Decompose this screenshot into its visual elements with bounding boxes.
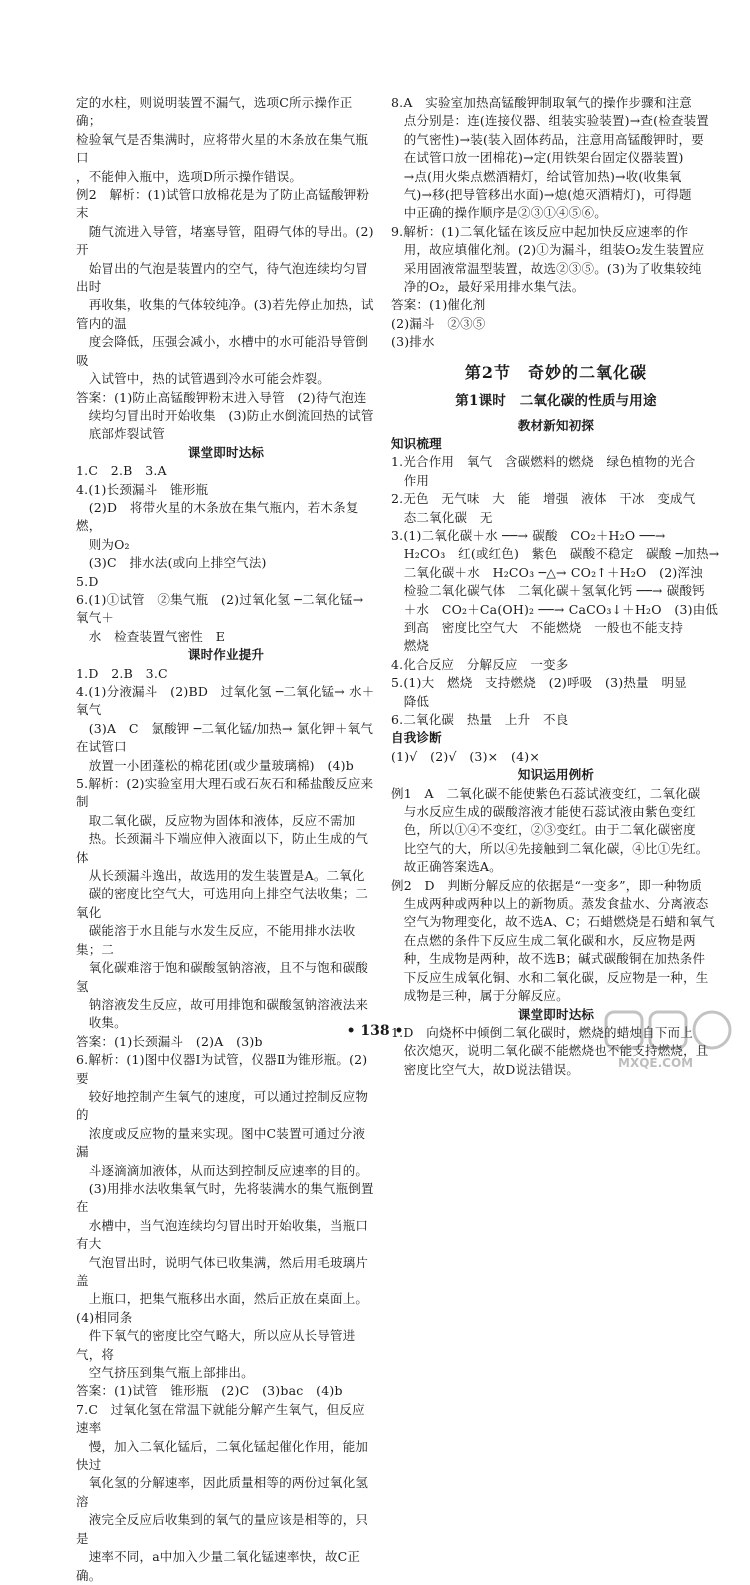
right-line: (1)√ (2)√ (3)× (4)× (391, 748, 541, 764)
right-line: 3.(1)二氧化碳＋水 ──→ 碳酸 CO₂＋H₂O ──→ (391, 527, 666, 543)
right-line: 依次熄灭，说明二氧化碳不能燃烧也不能支持燃烧，且 (391, 1043, 709, 1059)
right-line: 9.解析：(1)二氧化锰在该反应中起加快反应速率的作 (391, 223, 689, 239)
right-line: 例2 D 判断分解反应的依据是“一变多”，即一种物质 (391, 877, 702, 893)
left-line: (2)D 将带火星的木条放在集气瓶内，若木条复燃， (76, 499, 359, 534)
left-line: 从长颈漏斗逸出，故选用的发生装置是A。二氧化 (76, 868, 365, 884)
right-line: (3)排水 (391, 334, 435, 350)
right-line: 二氧化碳＋水 H₂CO₃ ─△→ CO₂↑＋H₂O (2)浑浊 (391, 564, 703, 580)
right-line: 态二氧化碳 无 (391, 509, 493, 525)
left-line: 4.(1)长颈漏斗 锥形瓶 (76, 481, 209, 497)
left-line: 1.D 2.B 3.C (76, 665, 168, 681)
left-line: 较好地控制产生氧气的速度，可以通过控制反应物的 (76, 1088, 369, 1123)
right-line: 知识运用例析 (517, 767, 595, 783)
left-line: 取二氧化碳，反应物为固体和液体，反应不需加 (76, 812, 356, 828)
right-line: 第1课时 二氧化碳的性质与用途 (455, 393, 657, 410)
left-line: 入试管中，热的试管遇到冷水可能会炸裂。 (76, 371, 331, 387)
right-line: 与水反应生成的碳酸溶液才能使石蕊试液由紫色变红 (391, 804, 696, 820)
left-line: 答案：(1)长颈漏斗 (2)A (3)b (76, 1033, 263, 1049)
left-line: 浓度或反应物的量来实现。图中C装置可通过分液漏 (76, 1125, 366, 1160)
right-line: 答案：(1)催化剂 (391, 297, 486, 313)
left-line: 例2 解析：(1)试管口放棉花是为了防止高锰酸钾粉末 (76, 187, 370, 221)
right-line: 2.无色 无气味 大 能 增强 液体 干冰 变成气 (391, 491, 696, 507)
left-line: 答案：(1)试管 锥形瓶 (2)C (3)bac (4)b (76, 1383, 343, 1399)
left-line: 水槽中，当气泡连续均匀冒出时开始收集，当瓶口有大 (76, 1217, 369, 1252)
right-line: (2)漏斗 ②③⑤ (391, 315, 486, 331)
right-line: 故正确答案选A。 (391, 859, 502, 875)
right-line: 中正确的操作顺序是②③①④⑤⑥。 (391, 205, 607, 221)
left-line: 则为O₂ (76, 536, 130, 552)
left-line: (3)C 排水法(或向上排空气法) (76, 555, 267, 571)
left-line: 斗逐滴滴加液体，从而达到控制反应速率的目的。 (76, 1162, 369, 1178)
left-line: 水 检查装置气密性 E (76, 628, 226, 644)
left-line: 钠溶液发生反应，故可用排饱和碳酸氢钠溶液法来 (76, 996, 369, 1012)
right-line: 例1 A 二氧化碳不能使紫色石蕊试液变红，二氧化碳 (391, 785, 701, 801)
right-line: 降低 (391, 693, 430, 709)
left-line: 度会降低，压强会减小，水槽中的水可能沿导管倒吸 (76, 334, 369, 368)
right-line: 在试管口放一团棉花)→定(用铁架台固定仪器装置) (391, 150, 684, 166)
left-line: 5.解析：(2)实验室用大理石或石灰石和稀盐酸反应来制 (76, 776, 374, 810)
watermark-text: MXQE.COM (618, 1056, 694, 1070)
right-line: 到高 密度比空气大 不能燃烧 一般也不能支持 (391, 619, 684, 635)
left-line: 随气流进入导管，堵塞导管，阻碍气体的导出。(2)开 (76, 223, 374, 258)
page-number: • 138 • (346, 1023, 404, 1039)
right-line: 8.A 实验室加热高锰酸钾制取氧气的操作步骤和注意 (391, 95, 692, 110)
left-line: 氧化氢的分解速率，因此质量相等的两份过氧化氢溶 (76, 1475, 369, 1509)
left-line: 空气挤压到集气瓶上部排出。 (76, 1365, 254, 1381)
right-line: 自我诊断 (391, 730, 442, 746)
left-line: 慢，加入二氧化锰后，二氧化锰起催化作用，能加快过 (76, 1438, 369, 1473)
right-line: 检验二氧化碳气体 二氧化碳＋氢氧化钙 ──→ 碳酸钙 (391, 583, 705, 599)
left-line: 续均匀冒出时开始收集 (3)防止水倒流回热的试管 (76, 407, 374, 423)
right-line: 5.(1)大 燃烧 支持燃烧 (2)呼吸 (3)热量 明显 (391, 675, 687, 691)
left-line: 课堂即时达标 (187, 444, 265, 460)
left-line: 4.(1)分液漏斗 (2)BD 过氧化氢 ─二氧化锰→ 水＋氧气 (76, 684, 375, 718)
left-line: 6.解析：(1)图中仪器Ⅰ为试管，仪器Ⅱ为锥形瓶。(2)要 (76, 1052, 368, 1086)
left-line: 1.C 2.B 3.A (76, 463, 167, 479)
right-line: 种，生成物是两种，故不选B；碱式碳酸铜在加热条件 (391, 951, 706, 967)
right-line: H₂CO₃ 红(或红色) 紫色 碳酸不稳定 碳酸 ─加热→ (391, 546, 720, 562)
left-line: 件下氧气的密度比空气略大，所以应从长导管进气，将 (76, 1328, 356, 1362)
right-line: 燃烧 (391, 638, 430, 654)
left-line: 底部炸裂试管 (76, 426, 165, 442)
right-line: 色，所以①④不变红，②③变红。由于二氧化碳密度 (391, 822, 696, 838)
right-line: 6.二氧化碳 热量 上升 不良 (391, 712, 569, 727)
left-line: 始冒出的气泡是装置内的空气，待气泡连续均匀冒出时 (76, 260, 369, 295)
left-line: 上瓶口，把集气瓶移出水面，然后正放在桌面上。(4)相同条 (76, 1291, 369, 1325)
right-line: 空气为物理变化，故不选A、C；石蜡燃烧是石蜡和氧气 (391, 914, 715, 930)
right-line: 采用固液常温型装置，故选②③⑤。(3)为了收集较纯 (391, 260, 702, 276)
right-line: 用，故应填催化剂。(2)①为漏斗，组装O₂发生装置应 (391, 242, 705, 258)
left-line: 收集。 (76, 1015, 127, 1031)
right-line: →点(用火柴点燃酒精灯，给试管加热)→收(收集氧 (391, 168, 682, 184)
left-line: 热。长颈漏斗下端应伸入液面以下，防止生成的气体 (76, 831, 369, 865)
right-line: 气)→移(把导管移出水面)→熄(熄灭酒精灯)，可得题 (391, 187, 692, 203)
left-column (76, 94, 386, 1585)
left-line: 碳能溶于水且能与水发生反应，不能用排水法收集；二 (76, 923, 356, 957)
left-line: 再收集，收集的气体较纯净。(3)若先停止加热，试管内的温 (76, 297, 374, 331)
left-line: 6.(1)①试管 ②集气瓶 (2)过氧化氢 ─二氧化锰→ 氧气＋ (76, 591, 368, 626)
left-line: 答案：(1)防止高锰酸钾粉末进入导管 (2)待气泡连 (76, 389, 367, 405)
left-line: 速率不同，a中加入少量二氧化锰速率快，故C正确。 (76, 1549, 361, 1583)
right-line: 作用 (391, 472, 430, 488)
right-line: 密度比空气大，故D说法错误。 (391, 1061, 580, 1077)
left-line: 5.D (76, 573, 99, 589)
right-line: 比空气的大，所以④先接触到二氧化碳，④比①先红。 (391, 840, 709, 856)
right-line: 教材新知初探 (517, 417, 595, 433)
right-line: 点分别是：连(连接仪器、组装实验装置)→查(检查装置 (391, 113, 710, 129)
right-line: 的气密性)→装(装入固体药品，注意用高锰酸钾时，要 (391, 131, 704, 147)
left-line: 氧化碳难溶于饱和碳酸氢钠溶液，且不与饱和碳酸氢 (76, 960, 369, 994)
right-line: 课堂即时达标 (517, 1006, 595, 1022)
right-line: 净的O₂，最好采用排水集气法。 (391, 279, 585, 295)
right-line: 生成两种或两种以上的新物质。蒸发食盐水、分离液态 (391, 896, 709, 912)
left-line: 7.C 过氧化氢在常温下就能分解产生氧气，但反应速率 (76, 1401, 365, 1436)
left-line: (3)A C 氯酸钾 ─二氧化锰/加热→ 氯化钾＋氧气 在试管口 (76, 720, 386, 755)
right-line: 在点燃的条件下反应生成二氧化碳和水，反应物是两 (391, 932, 696, 948)
watermark-logo (600, 1008, 740, 1078)
right-line: 第2节 奇妙的二氧化碳 (464, 362, 648, 382)
right-line: 知识梳理 (391, 435, 442, 451)
right-line: 4.化合反应 分解反应 一变多 (391, 656, 569, 672)
right-line: 成物是三种，属于分解反应。 (391, 988, 569, 1004)
left-line: 检验氧气是否集满时，应将带火星的木条放在集气瓶口 (76, 131, 369, 166)
left-line: ，不能伸入瓶中，选项D所示操作错误。 (76, 168, 303, 184)
left-line: 液完全反应后收集到的氧气的量应该是相等的，只是 (76, 1512, 369, 1546)
left-line: 定的水柱，则说明装置不漏气，选项C所示操作正确； (76, 95, 353, 129)
left-line: 碳的密度比空气大，可选用向上排空气法收集；二氧化 (76, 886, 369, 920)
left-line: 放置一小团蓬松的棉花团(或少量玻璃棉) (4)b (76, 757, 354, 773)
right-line: ＋水 CO₂＋Ca(OH)₂ ──→ CaCO₃↓＋H₂O (3)由低 (391, 601, 719, 617)
right-line: 1.光合作用 氧气 含碳燃料的燃烧 绿色植物的光合 (391, 454, 696, 470)
left-line: 气泡冒出时，说明气体已收集满，然后用毛玻璃片盖 (76, 1254, 369, 1288)
right-column (391, 94, 721, 1079)
left-line: (3)用排水法收集氧气时，先将装满水的集气瓶倒置在 (76, 1180, 374, 1215)
left-line: 课时作业提升 (187, 647, 265, 663)
right-line: 1.D 向烧杯中倾倒二氧化碳时，燃烧的蜡烛自下而上 (391, 1024, 693, 1040)
right-line: 下反应生成氧化铜、水和二氧化碳，反应物是一种，生 (391, 969, 709, 985)
